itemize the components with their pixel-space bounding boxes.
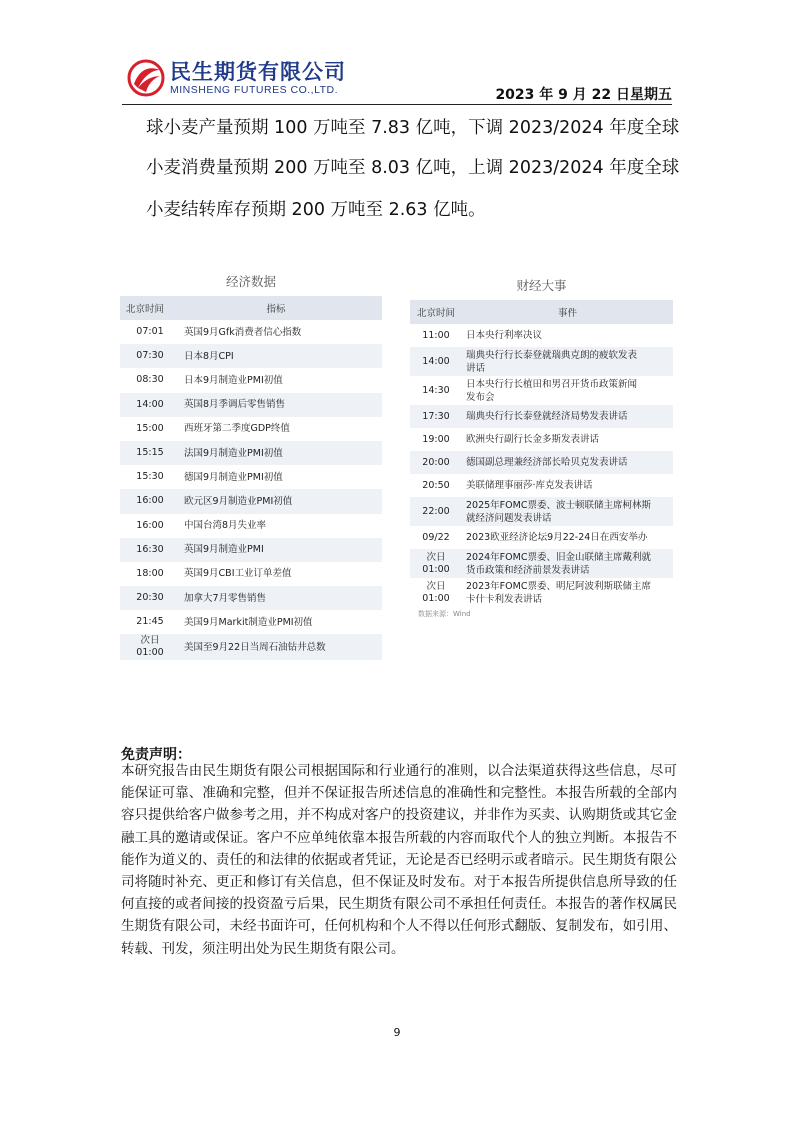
cell-item: 美联储理事丽莎·库克发表讲话 bbox=[466, 480, 593, 491]
economic-data-table bbox=[120, 272, 382, 660]
cell-item: 2025年FOMC票委、波士顿联储主席柯林斯 就经济问题发表讲话 bbox=[466, 499, 651, 524]
cell-time: 16:00 bbox=[136, 519, 164, 531]
page-number: 9 bbox=[393, 1026, 401, 1039]
cell-item: 日本央行行长植田和男召开货币政策新闻 发布会 bbox=[466, 378, 638, 403]
cell-item: 2023欧亚经济论坛9月22-24日在西安举办 bbox=[466, 532, 648, 543]
cell-time: 次日 01:00 bbox=[422, 580, 450, 604]
table-row bbox=[410, 578, 673, 607]
cell-time: 19:00 bbox=[422, 433, 450, 445]
table-row bbox=[120, 417, 382, 441]
company-name-cn: 民生期货有限公司 bbox=[170, 60, 346, 84]
cell-time: 07:01 bbox=[136, 326, 164, 338]
table-row bbox=[120, 514, 382, 538]
header-time: 北京时间 bbox=[125, 304, 164, 315]
cell-time: 14:30 bbox=[422, 384, 450, 396]
cell-time: 14:00 bbox=[136, 398, 164, 410]
table-row bbox=[120, 320, 382, 344]
cell-time: 11:00 bbox=[422, 329, 450, 341]
table-body bbox=[410, 324, 673, 607]
table-row bbox=[120, 344, 382, 368]
table-row bbox=[120, 368, 382, 392]
cell-item: 欧洲央行副行长金多斯发表讲话 bbox=[466, 434, 600, 445]
table-title: 经济数据 bbox=[225, 274, 276, 289]
cell-item: 法国9月制造业PMI初值 bbox=[184, 447, 283, 459]
table-row bbox=[410, 347, 673, 376]
cell-time: 16:30 bbox=[136, 543, 164, 555]
header-event: 事件 bbox=[557, 308, 577, 319]
cell-item: 德国副总理兼经济部长哈贝克发表讲话 bbox=[466, 457, 628, 468]
cell-item: 美国至9月22日当周石油钻井总数 bbox=[184, 641, 326, 653]
cell-time: 15:00 bbox=[136, 422, 164, 434]
table-header bbox=[410, 300, 673, 324]
body-text-line-2: 小麦消费量预期 200 万吨至 8.03 亿吨，上调 2023/2024 年度全球 bbox=[146, 158, 680, 178]
table-row bbox=[410, 526, 673, 549]
cell-time: 20:00 bbox=[422, 456, 450, 468]
cell-time: 18:00 bbox=[136, 567, 164, 579]
cell-item: 英国9月制造业PMI bbox=[184, 544, 264, 556]
table-header bbox=[120, 296, 382, 320]
cell-time: 07:30 bbox=[136, 350, 164, 362]
cell-item: 日本8月CPI bbox=[184, 350, 234, 362]
cell-item: 加拿大7月零售销售 bbox=[184, 592, 267, 604]
cell-item: 中国台湾8月失业率 bbox=[184, 520, 267, 532]
cell-item: 美国9月Markit制造业PMI初值 bbox=[184, 616, 313, 628]
table-row bbox=[410, 549, 673, 578]
cell-time: 15:15 bbox=[136, 447, 164, 459]
table-row bbox=[120, 465, 382, 489]
minsheng-logo-icon bbox=[126, 58, 166, 98]
data-source: 数据来源：Wind bbox=[418, 610, 471, 618]
body-text-line-3: 小麦结转库存预期 200 万吨至 2.63 亿吨。 bbox=[146, 200, 486, 220]
table-row bbox=[120, 610, 382, 634]
header-time: 北京时间 bbox=[416, 308, 455, 319]
table-row bbox=[120, 393, 382, 417]
table-row bbox=[410, 405, 673, 428]
cell-item: 日本9月制造业PMI初值 bbox=[184, 374, 283, 386]
cell-item: 2023年FOMC票委、明尼阿波利斯联储主席 卡什卡利发表讲话 bbox=[466, 580, 651, 605]
cell-item: 欧元区9月制造业PMI初值 bbox=[184, 495, 293, 507]
cell-item: 2024年FOMC票委、旧金山联储主席戴利就 货币政策和经济前景发表讲话 bbox=[466, 551, 651, 576]
table-row bbox=[120, 586, 382, 610]
cell-time: 次日 01:00 bbox=[136, 635, 164, 659]
disclaimer-text: 本研究报告由民生期货有限公司根据国际和行业通行的准则，以合法渠道获得这些信息，尽可能保证可靠、准确和完整，但并不保证报告所述信息的准确性和完整性。本报告所载的全部内容只提供给客户做参考之用，并不构成对客户的投资建议，并非作为买卖、认购期货或其它金融工具的邀请或保证。客户不应单纯依靠本报告所载的内容而取代个人的独立判断。本报告不能作为道义的、责任的和法律的依据或者凭证，无论是否已经明示或者暗示。民生期货有限公司将随时补充、更正和修订有关信息，但不保证及时发布。对于本报告所提供信息所导致的任何直接的或者间接的投资盈亏后果，民生期货有限公司不承担任何责任。本报告的著作权属民生期货有限公司，未经书面许可，任何机构和个人不得以任何形式翻版、复制发布，如引用、转载、刊发，须注明出处为民生期货有限公司。 bbox=[121, 763, 677, 957]
cell-item: 英国9月Gfk消费者信心指数 bbox=[184, 326, 302, 338]
cell-item: 西班牙第二季度GDP终值 bbox=[184, 423, 290, 435]
table-row bbox=[120, 538, 382, 562]
cell-item: 英国8月季调后零售销售 bbox=[184, 399, 286, 411]
table-row bbox=[410, 497, 673, 526]
cell-item: 日本央行利率决议 bbox=[466, 330, 543, 341]
cell-time: 22:00 bbox=[422, 505, 450, 517]
cell-time: 17:30 bbox=[422, 410, 450, 422]
disclaimer-title: 免责声明： bbox=[121, 747, 191, 763]
table-title: 财经大事 bbox=[516, 278, 567, 293]
table-row bbox=[410, 451, 673, 474]
financial-events-table bbox=[410, 276, 673, 619]
cell-time: 15:30 bbox=[136, 471, 164, 483]
cell-time: 20:50 bbox=[422, 479, 450, 491]
cell-time: 20:30 bbox=[136, 592, 164, 604]
cell-item: 英国9月CBI工业订单差值 bbox=[184, 568, 292, 580]
cell-time: 21:45 bbox=[136, 616, 164, 628]
header-indicator: 指标 bbox=[266, 304, 286, 315]
cell-item: 德国9月制造业PMI初值 bbox=[184, 471, 283, 483]
cell-time: 次日 01:00 bbox=[422, 551, 450, 575]
company-name-en: MINSHENG FUTURES CO.,LTD. bbox=[170, 84, 339, 96]
table-row bbox=[120, 562, 382, 586]
report-date: 2023 年 9 月 22 日星期五 bbox=[495, 87, 672, 103]
table-row bbox=[410, 376, 673, 405]
table-row bbox=[410, 428, 673, 451]
cell-time: 16:00 bbox=[136, 495, 164, 507]
cell-time: 09/22 bbox=[422, 531, 450, 543]
cell-item: 瑞典央行行长泰登就瑞典克朗的疲软发表 讲话 bbox=[466, 349, 638, 374]
cell-item: 瑞典央行行长泰登就经济局势发表讲话 bbox=[466, 411, 628, 422]
cell-time: 14:00 bbox=[422, 355, 450, 367]
body-text-line-1: 球小麦产量预期 100 万吨至 7.83 亿吨，下调 2023/2024 年度全球 bbox=[146, 118, 680, 138]
table-row bbox=[410, 474, 673, 497]
table-row bbox=[120, 441, 382, 465]
company-logo bbox=[126, 56, 366, 100]
header-divider bbox=[122, 104, 672, 105]
table-row bbox=[120, 489, 382, 513]
table-row bbox=[120, 634, 382, 660]
table-row bbox=[410, 324, 673, 347]
cell-time: 08:30 bbox=[136, 374, 164, 386]
table-body bbox=[120, 320, 382, 660]
